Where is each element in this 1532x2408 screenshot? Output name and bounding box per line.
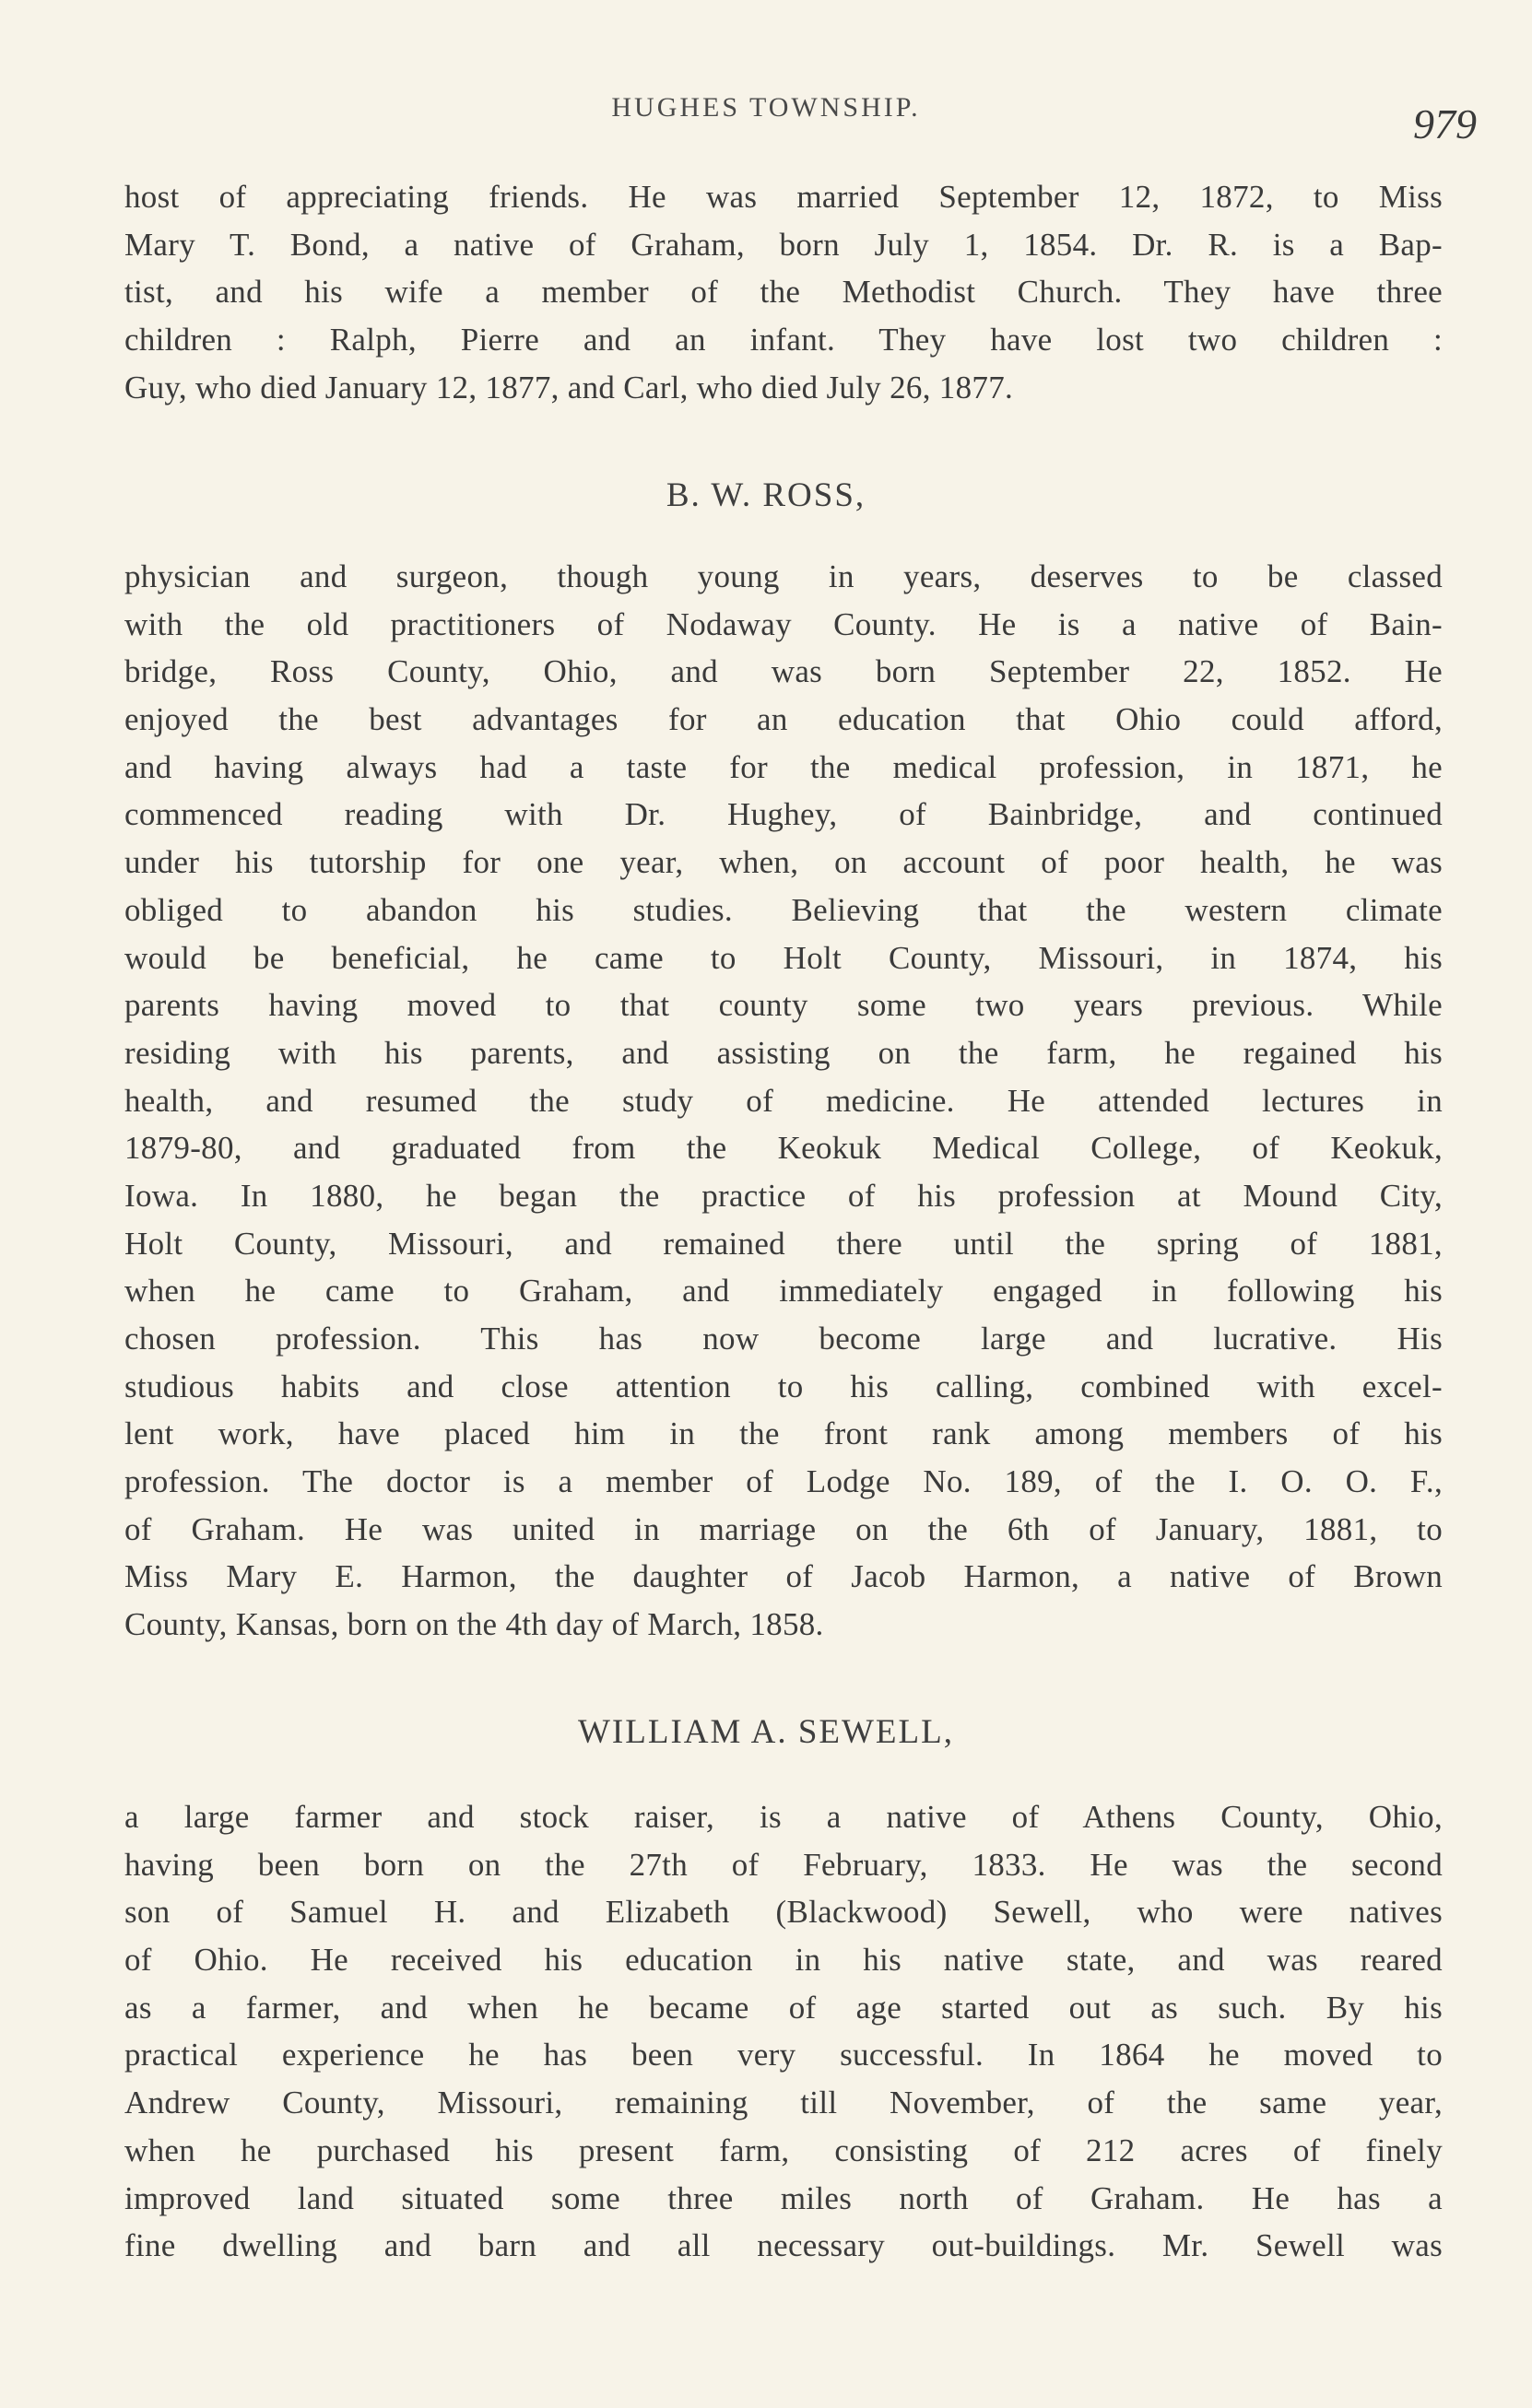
text-line: Guy, who died January 12, 1877, and Carl, who died July 26, 1877. <box>124 369 1014 405</box>
text-line: parents having moved to that county some two years previous. While <box>124 987 1443 1024</box>
text-line: of Graham. He was united in marriage on the 6th of January, 1881, to <box>124 1510 1443 1547</box>
running-head: HUGHES TOWNSHIP. <box>611 92 921 123</box>
text-line: under his tutorship for one year, when, on account of poor health, he was <box>124 844 1443 881</box>
text-line: profession. The doctor is a member of Lodge No. 189, of the I. O. O. F., <box>124 1463 1443 1500</box>
sewell-biography-paragraph <box>124 1793 1443 2270</box>
text-line: Andrew County, Missouri, remaining till November, of the same year, <box>124 2085 1443 2121</box>
text-line: Iowa. In 1880, he began the practice of his profession at Mound City, <box>124 1177 1443 1214</box>
text-line: Holt County, Missouri, and remained there until the spring of 1881, <box>124 1225 1443 1262</box>
section-heading-ross: B. W. ROSS, <box>666 476 866 514</box>
ross-biography-paragraph <box>124 553 1443 1649</box>
text-line: son of Samuel H. and Elizabeth (Blackwood) Sewell, who were natives <box>124 1894 1443 1931</box>
text-line: children : Ralph, Pierre and an infant. They have lost two children : <box>124 322 1443 358</box>
text-line: a large farmer and stock raiser, is a native of Athens County, Ohio, <box>124 1799 1443 1835</box>
text-line: Mary T. Bond, a native of Graham, born July 1, 1854. Dr. R. is a Bap- <box>124 226 1443 263</box>
text-line: lent work, have placed him in the front rank among members of his <box>124 1415 1443 1452</box>
text-line: bridge, Ross County, Ohio, and was born September 22, 1852. He <box>124 653 1443 690</box>
text-line: studious habits and close attention to his calling, combined with excel- <box>124 1368 1443 1404</box>
text-line: enjoyed the best advantages for an education that Ohio could afford, <box>124 701 1443 738</box>
text-line: as a farmer, and when he became of age started out as such. By his <box>124 1989 1443 2026</box>
text-line: chosen profession. This has now become large and lucrative. His <box>124 1321 1443 1357</box>
section-heading-sewell: WILLIAM A. SEWELL, <box>578 1713 954 1751</box>
text-line: County, Kansas, born on the 4th day of March, 1858. <box>124 1606 824 1643</box>
page-number: 979 <box>1413 100 1477 147</box>
text-line: with the old practitioners of Nodaway County. He is a native of Bain- <box>124 605 1443 642</box>
text-line: 1879-80, and graduated from the Keokuk Medical College, of Keokuk, <box>124 1130 1443 1167</box>
text-line: host of appreciating friends. He was married September 12, 1872, to Miss <box>124 179 1443 215</box>
text-line: residing with his parents, and assisting on the farm, he regained his <box>124 1034 1443 1071</box>
text-line: obliged to abandon his studies. Believing that the western climate <box>124 891 1443 928</box>
text-line: Miss Mary E. Harmon, the daughter of Jacob Harmon, a native of Brown <box>124 1558 1443 1595</box>
text-line: when he came to Graham, and immediately engaged in following his <box>124 1273 1443 1310</box>
continued-paragraph <box>124 173 1443 411</box>
text-line: health, and resumed the study of medicine. He attended lectures in <box>124 1082 1443 1119</box>
text-line: fine dwelling and barn and all necessary out-buildings. Mr. Sewell was <box>124 2227 1443 2264</box>
text-line: improved land situated some three miles north of Graham. He has a <box>124 2179 1443 2216</box>
text-line: tist, and his wife a member of the Methodist Church. They have three <box>124 274 1443 311</box>
text-line: would be beneficial, he came to Holt County, Missouri, in 1874, his <box>124 939 1443 976</box>
text-line: practical experience he has been very successful. In 1864 he moved to <box>124 2037 1443 2073</box>
text-line: having been born on the 27th of February, 1833. He was the second <box>124 1846 1443 1883</box>
text-line: of Ohio. He received his education in his native state, and was reared <box>124 1942 1443 1979</box>
text-line: and having always had a taste for the medical profession, in 1871, he <box>124 748 1443 785</box>
text-line: physician and surgeon, though young in years, deserves to be classed <box>124 558 1443 594</box>
text-line: commenced reading with Dr. Hughey, of Bainbridge, and continued <box>124 796 1443 833</box>
text-line: when he purchased his present farm, consisting of 212 acres of finely <box>124 2132 1443 2168</box>
